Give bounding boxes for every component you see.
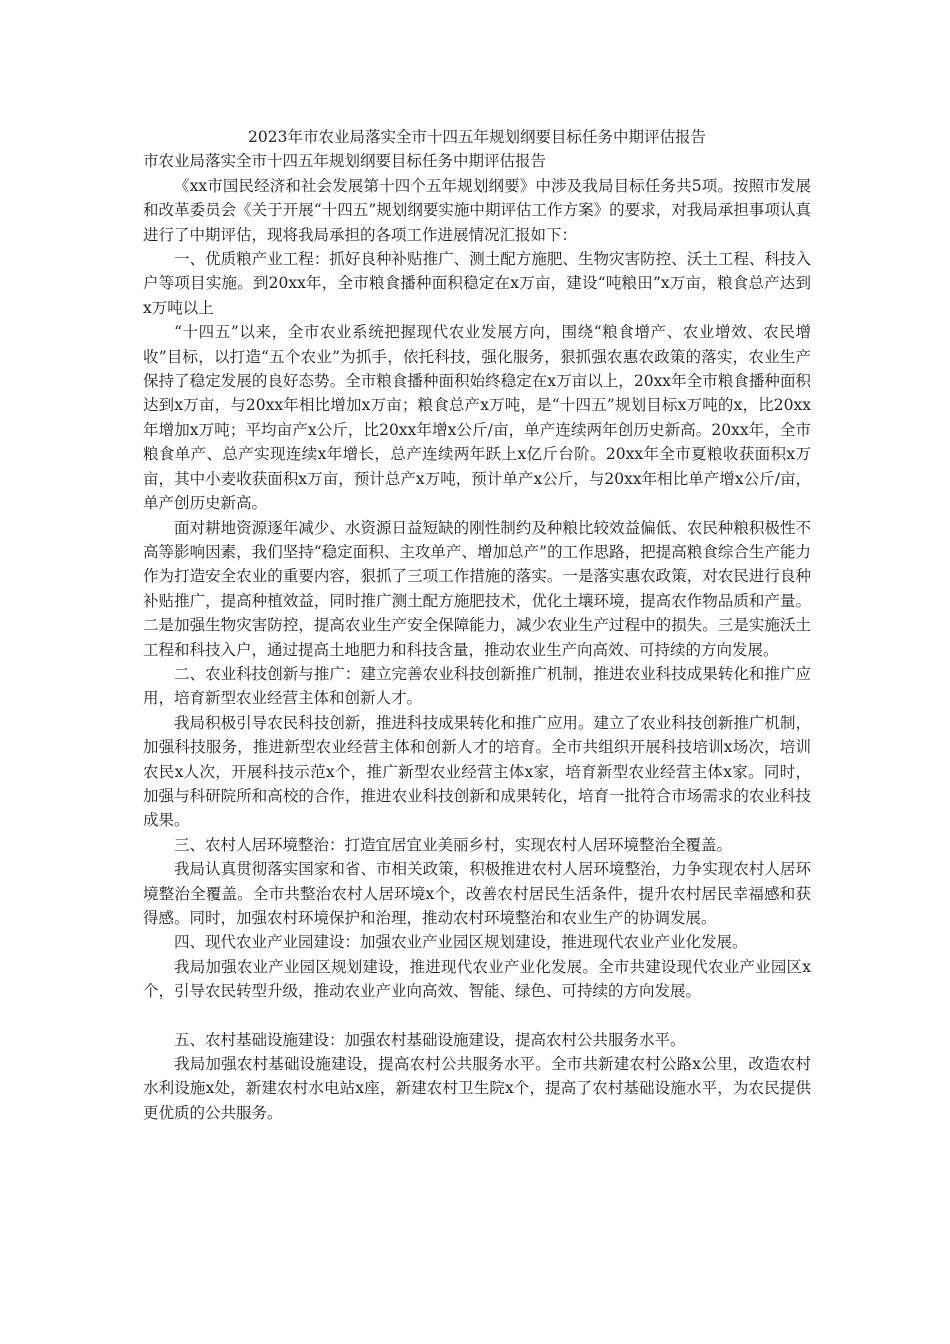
section-heading-1: 一、优质粮产业工程：抓好良种补贴推广、测土配方施肥、生物灾害防控、沃土工程、科技入户等项目实施。到20xx年，全市粮食播种面积稳定在x万亩，建设“吨粮田”x万亩，粮食总产达到x万吨以上 xyxy=(143,250,811,317)
section-heading-4: 四、现代农业产业园建设：加强农业产业园区规划建设，推进现代农业产业化发展。 xyxy=(174,933,748,952)
paragraph-intro: 《xx市国民经济和社会发展第十四个五年规划纲要》中涉及我局目标任务共5项。按照市发展和改革委员会《关于开展“十四五”规划纲要实施中期评估工作方案》的要求，对我局承担事项认真进行了中期评估，现将我局承担的各项工作进展情况汇报如下： xyxy=(143,176,811,244)
section-heading-2: 二、农业科技创新与推广：建立完善农业科技创新推广机制，推进农业科技成果转化和推广应用，培育新型农业经营主体和创新人才。 xyxy=(143,664,811,708)
section-heading-3: 三、农村人居环境整治：打造宜居宜业美丽乡村，实现农村人居环境整治全覆盖。 xyxy=(174,835,733,854)
document-title: 2023年市农业局落实全市十四五年规划纲要目标任务中期评估报告 xyxy=(248,128,706,146)
paragraph-1b: 面对耕地资源逐年减少、水资源日益短缺的刚性制约及种粮比较效益偏低、农民种粮积极性不高等影响因素，我们坚持“稳定面积、主攻单产、增加总产”的工作思路，把提高粮食综合生产能力作为打造安全农业的重要内容，狠抓了三项工作措施的落实。一是落实惠农政策，对农民进行良种补贴推广，提高种植效益，同时推广测土配方施肥技术，优化土壤环境，提高农作物品质和产量。二是加强生物灾害防控，提高农业生产安全保障能力，减少农业生产过程中的损失。三是实施沃土工程和科技入户，通过提高土地肥力和科技含量，推动农业生产向高效、可持续的方向发展。 xyxy=(143,518,811,659)
paragraph-1a: “十四五”以来，全市农业系统把握现代农业发展方向，围绕“粮食增产、农业增效、农民增收”目标，以打造“五个农业”为抓手，依托科技，强化服务，狠抓强农惠农政策的落实，农业生产保持了稳定发展的良好态势。全市粮食播种面积始终稳定在x万亩以上，20xx年全市粮食播种面积达到x万亩，与20xx年相比增加x万亩；粮食总产x万吨，是“十四五”规划目标x万吨的x，比20xx年增加x万吨；平均亩产x公斤，比20xx年增x公斤/亩，单产连续两年创历史新高。20xx年，全市粮食单产、总产实现连续x年增长，总产连续两年跃上x亿斤台阶。20xx年全市夏粮收获面积x万亩，其中小麦收获面积x万亩，预计总产x万吨，预计单产x公斤，与20xx年相比单产增x公斤/亩，单产创历史新高。 xyxy=(143,323,811,513)
paragraph-3: 我局认真贯彻落实国家和省、市相关政策，积极推进农村人居环境整治，力争实现农村人居环境整治全覆盖。全市共整治农村人居环境x个，改善农村居民生活条件，提升农村居民幸福感和获得感。同时，加强农村环境保护和治理，推动农村环境整治和农业生产的协调发展。 xyxy=(143,860,811,927)
document-subtitle: 市农业局落实全市十四五年规划纲要目标任务中期评估报告 xyxy=(143,152,547,171)
section-heading-5: 五、农村基础设施建设：加强农村基础设施建设，提高农村公共服务水平。 xyxy=(174,1030,686,1049)
paragraph-5: 我局加强农村基础设施建设，提高农村公共服务水平。全市共新建农村公路x公里，改造农村水利设施x处，新建农村水电站x座，新建农村卫生院x个，提高了农村基础设施水平，为农民提供更优质的公共服务。 xyxy=(143,1055,811,1122)
document-body xyxy=(143,125,811,1125)
paragraph-2: 我局积极引导农民科技创新，推进科技成果转化和推广应用。建立了农业科技创新推广机制，加强科技服务，推进新型农业经营主体和创新人才的培育。全市共组织开展科技培训x场次，培训农民x人次，开展科技示范x个，推广新型农业经营主体x家，培育新型农业经营主体x家。同时，加强与科研院所和高校的合作，推进农业科技创新和成果转化，培育一批符合市场需求的农业科技成果。 xyxy=(143,713,811,830)
blank-line xyxy=(143,1004,811,1028)
paragraph-4: 我局加强农业产业园区规划建设，推进现代农业产业化发展。全市共建设现代农业产业园区x个，引导农民转型升级，推动农业产业向高效、智能、绿色、可持续的方向发展。 xyxy=(143,957,811,1001)
